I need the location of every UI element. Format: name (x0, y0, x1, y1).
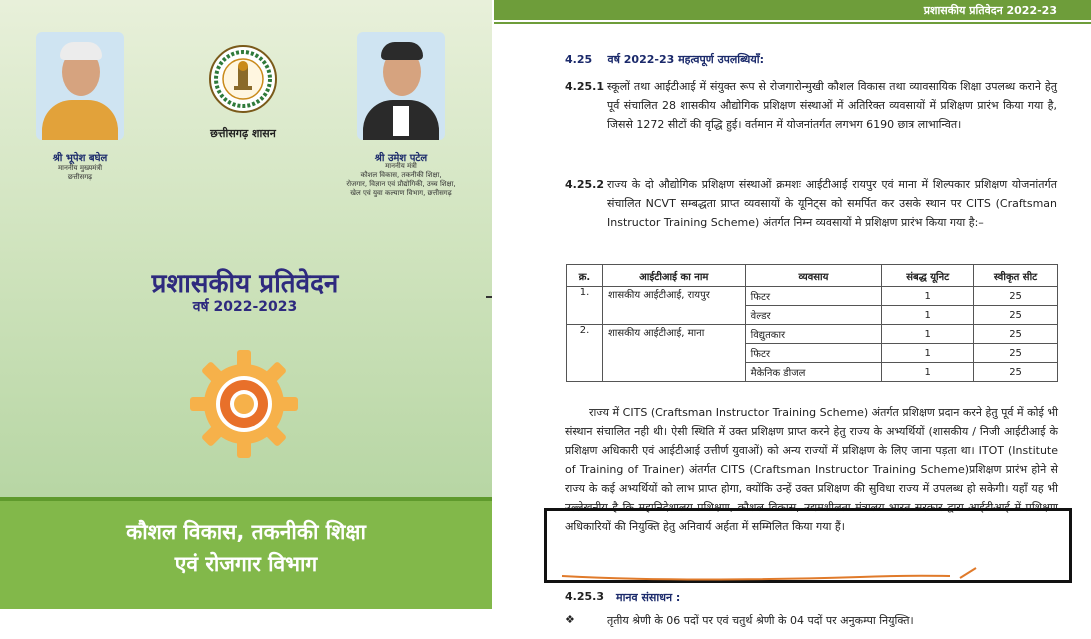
bullet-text: तृतीय श्रेणी के 06 पदों पर एवं चतुर्थ श्रेणी के 04 पदों पर अनुकम्पा नियुक्ति। (607, 614, 914, 627)
item-number-4-25-2: 4.25.2 (565, 178, 604, 191)
cell-trade: फिटर (745, 287, 882, 306)
col-header-seats: स्वीकृत सीट (974, 265, 1058, 287)
cell-seats: 25 (974, 363, 1058, 382)
cell-seats: 25 (974, 344, 1058, 363)
page-divider-mark (486, 296, 492, 298)
cell-iti-name: शासकीय आईटीआई, माना (602, 325, 745, 382)
cell-units: 1 (882, 344, 974, 363)
department-name-line2: एवं रोजगार विभाग (174, 552, 318, 576)
state-emblem-icon (208, 44, 278, 114)
handwritten-underline-mark (560, 564, 990, 582)
cell-units: 1 (882, 287, 974, 306)
cell-trade: मैकेनिक डीजल (745, 363, 882, 382)
col-header-iti: आईटीआई का नाम (602, 265, 745, 287)
cell-units: 1 (882, 325, 974, 344)
table-row (567, 325, 1058, 344)
report-cover (0, 0, 492, 639)
item-text-4-25-2: राज्य के दो औद्योगिक प्रशिक्षण संस्थाओं क्रमशः आईटीआई रायपुर एवं माना में शिल्पकार प्रशिक्षण योजनांतर्गत संचालित NCVT सम्बद्धता प्राप्त व्यवसायों के यूनिट्स को समर्पित कर उसके स्थान पर CITS (Craftsman Instructor Training Scheme) अंतर्गत निम्न व्यवसायों मे प्रशिक्षण प्रारंभ किया गया है:– (607, 178, 1057, 229)
table-header-row (567, 265, 1058, 287)
chief-minister-photo (36, 32, 124, 140)
report-title: प्रशासकीय प्रतिवेदन (151, 269, 339, 299)
minister-photo (357, 32, 445, 140)
header-underline (494, 22, 1091, 24)
item-number-4-25-1: 4.25.1 (565, 80, 604, 93)
item-title-4-25-3: मानव संसाधन : (616, 591, 681, 604)
gear-emblem-icon (188, 348, 300, 460)
cell-trade: फिटर (745, 344, 882, 363)
cell-seats: 25 (974, 287, 1058, 306)
col-header-sr: क्र. (567, 265, 603, 287)
cell-seats: 25 (974, 306, 1058, 325)
col-header-trade: व्यवसाय (745, 265, 882, 287)
chief-minister-name: श्री भूपेश बघेल (52, 153, 108, 164)
page-header-title: प्रशासकीय प्रतिवेदन 2022-23 (923, 4, 1057, 17)
cits-paragraph: राज्य में CITS (Craftsman Instructor Training Scheme) अंतर्गत प्रशिक्षण प्रदान करने हेतु पूर्व में कोई भी संस्थान संचालित नही थी। ऐसी स्थिति में उक्त प्रशिक्षण प्राप्त करने हेतु राज्य के अभ्यर्थियों (शासकीय / निजी आईटीआई के प्रशिक्षण अधिकारी एवं आईटीआई उत्तीर्ण युवाओं) को अन्य राज्यों में प्रशिक्षण के लिए जाना पड़ता था। ITOT (Institute of Training of Trainer) अंतर्गत CITS (Craftsman Instructor Training Scheme)प्रशिक्षण प्रारंभ होने से राज्य के कई अभ्यर्थियों को लाभ प्राप्त होगा, क्योंकि उन्हें उक्त प्रशिक्षण की सुविधा राज्य में उपलब्ध हो सकेगी। यहाँ यह भी उल्लेखनीय है कि महानिदेशालय प्रशिक्षण, कौशल विकास, उद्यमशीलता मंत्रालय भारत सरकार द्वारा आईटीआई में प्रशिक्षण अधिकारियों की नियुक्ति हेतु अनिवार्य अर्हता में सम्मिलित किया गया हैं। (565, 406, 1058, 533)
cell-seats: 25 (974, 325, 1058, 344)
chief-minister-designation: माननीय मुख्यमंत्री छत्तीसगढ़ (57, 164, 103, 181)
cell-units: 1 (882, 306, 974, 325)
report-year: वर्ष 2022-2023 (192, 299, 298, 315)
cell-sr: 2. (567, 325, 603, 382)
four-petal-bullet-icon: ❖ (565, 613, 575, 626)
col-header-units: संबद्ध यूनिट (882, 265, 974, 287)
cover-bottom-margin (0, 609, 492, 639)
cell-units: 1 (882, 363, 974, 382)
minister-name: श्री उमेश पटेल (374, 153, 428, 164)
section-title: वर्ष 2022-23 महत्वपूर्ण उपलब्धियाँ: (607, 53, 765, 66)
section-heading-4-25 (565, 52, 764, 67)
report-page (494, 0, 1091, 639)
department-name-line1: कौशल विकास, तकनीकी शिक्षा (126, 520, 366, 544)
cell-trade: विद्युतकार (745, 325, 882, 344)
cell-sr: 1. (567, 287, 603, 325)
table-row (567, 287, 1058, 306)
section-number: 4.25 (565, 53, 593, 66)
cell-iti-name: शासकीय आईटीआई, रायपुर (602, 287, 745, 325)
item-text-4-25-1: स्कूलों तथा आईटीआई में संयुक्त रूप से रोजगारोन्मुखी कौशल विकास तथा व्यावसायिक शिक्षा उपलब्ध कराने हेतु पूर्व संचालित 28 शासकीय औद्योगिक प्रशिक्षण संस्थाओं में अतिरिक्त व्यवसायों में प्रशिक्षण प्रारंभ किया गया है, जिससे 1272 सीटों की वृद्धि हुई। वर्तमान में योजनांतर्गत लगभग 6190 छात्र लाभान्वित। (607, 80, 1057, 131)
page-header-bar (494, 0, 1091, 20)
cits-trades-table (566, 264, 1058, 382)
item-number-4-25-3: 4.25.3 (565, 590, 604, 603)
government-name: छत्तीसगढ़ शासन (210, 127, 276, 140)
cell-trade: वेल्डर (745, 306, 882, 325)
minister-designation: माननीय मंत्री कौशल विकास, तकनीकी शिक्षा, रोजगार, विज्ञान एवं प्रौद्योगिकी, उच्च शिक्षा, खेल एवं युवा कल्याण विभाग, छत्तीसगढ़ (346, 162, 456, 197)
